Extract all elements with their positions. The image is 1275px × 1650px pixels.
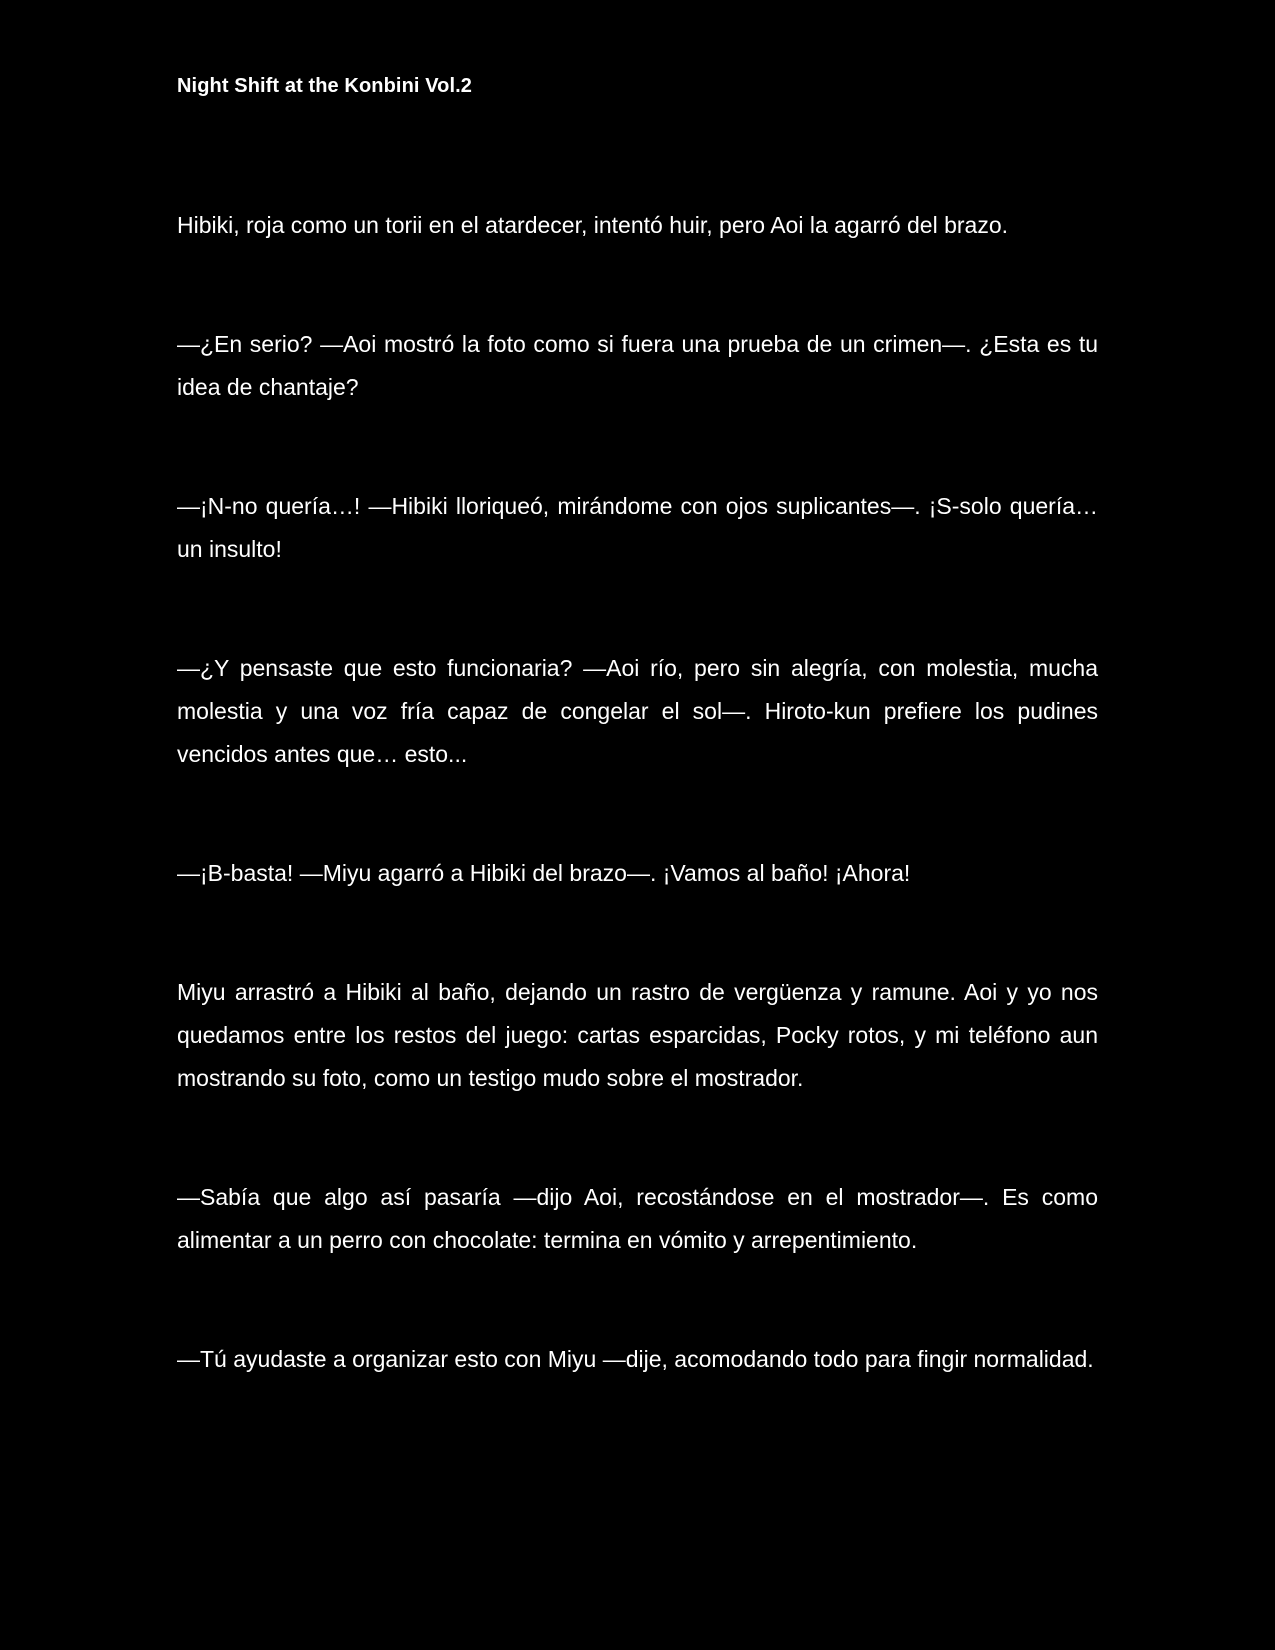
paragraph: Hibiki, roja como un torii en el atardecer, intentó huir, pero Aoi la agarró del brazo. <box>177 212 1009 238</box>
paragraph: —¡N-no quería…! —Hibiki lloriqueó, mirándome con ojos suplicantes—. ¡S-solo quería… un insulto! <box>177 493 1098 562</box>
paragraph: Miyu arrastró a Hibiki al baño, dejando un rastro de vergüenza y ramune. Aoi y yo nos quedamos entre los restos del juego: cartas esparcidas, Pocky rotos, y mi teléfono aun mostrando su foto, como un testigo mudo sobre el mostrador. <box>177 979 1098 1091</box>
paragraph: —¿En serio? —Aoi mostró la foto como si fuera una prueba de un crimen—. ¿Esta es tu idea de chantaje? <box>177 331 1098 400</box>
paragraph: —Tú ayudaste a organizar esto con Miyu —dije, acomodando todo para fingir normalidad. <box>177 1346 1094 1372</box>
paragraph: —¡B-basta! —Miyu agarró a Hibiki del brazo—. ¡Vamos al baño! ¡Ahora! <box>177 860 911 886</box>
paragraph: —¿Y pensaste que esto funcionaria? —Aoi río, pero sin alegría, con molestia, mucha molestia y una voz fría capaz de congelar el sol—. Hiroto-kun prefiere los pudines vencidos antes que… esto... <box>177 655 1098 767</box>
paragraph: —Sabía que algo así pasaría —dijo Aoi, recostándose en el mostrador—. Es como alimentar a un perro con chocolate: termina en vómito y arrepentimiento. <box>177 1184 1098 1253</box>
body-text <box>177 204 1098 1381</box>
running-header: Night Shift at the Konbini Vol.2 <box>177 75 473 97</box>
